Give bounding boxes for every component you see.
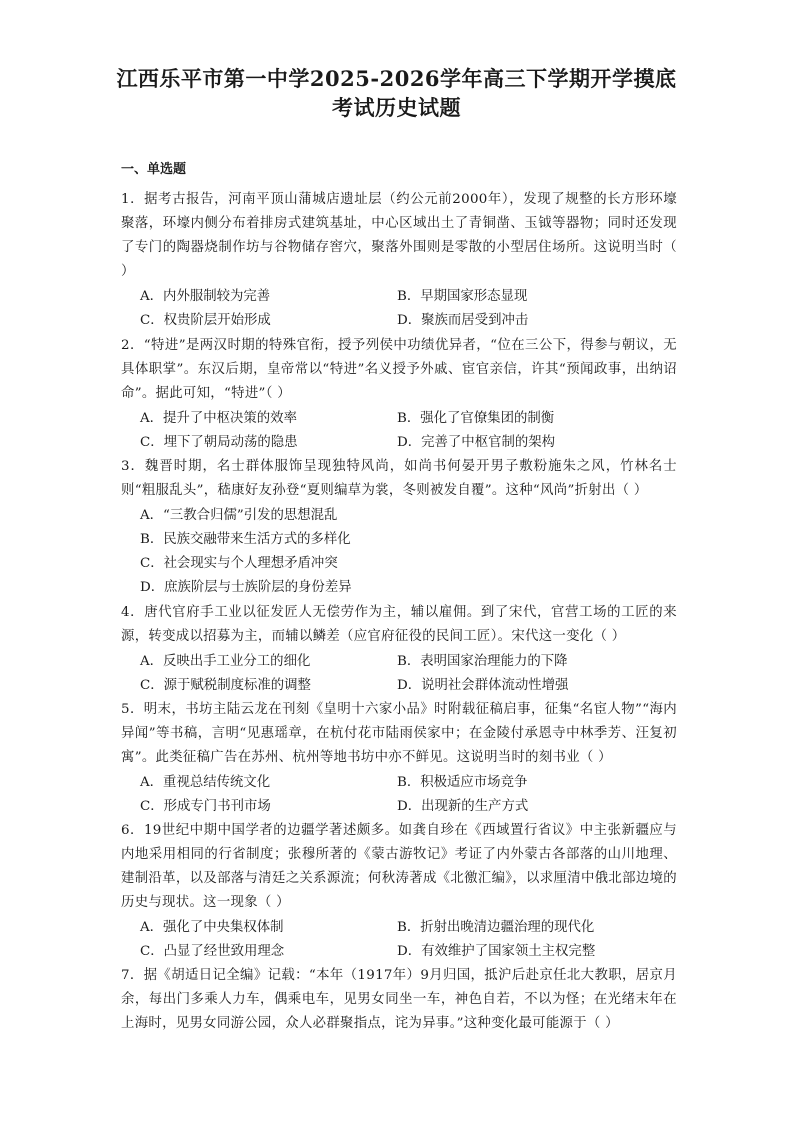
option-a: A．反映出手工业分工的细化 xyxy=(140,654,311,669)
option-c: C．源于赋税制度标准的调整 xyxy=(140,678,311,693)
section-heading: 一、单选题 xyxy=(121,162,187,177)
question-4-stem: 4．唐代官府手工业以征发匠人无偿劳作为主，辅以雇佣。到了宋代，官营工场的工匠的来源，转变成以招募为主，而辅以鳞差（应官府征役的民间工匠）。宋代这一变化（ ） xyxy=(121,605,677,644)
title-line-1: 江西乐平市第一中学2025-2026学年高三下学期开学摸底 xyxy=(116,66,677,91)
title-line-2: 考试历史试题 xyxy=(332,95,461,120)
option-b: B．折射出晚清边疆治理的现代化 xyxy=(397,920,595,935)
option-b: B．表明国家治理能力的下降 xyxy=(397,654,568,669)
page-title xyxy=(60,64,733,122)
question-4-options xyxy=(140,650,660,698)
question-3-stem: 3．魏晋时期，名士群体服饰呈现独特风尚，如尚书何晏开男子敷粉施朱之风，竹林名士则“粗服乱头”，嵇康好友孙登“夏则编草为裳，冬则被发自覆”。这种“风尚”折射出（ ） xyxy=(121,459,677,498)
question-6-stem: 6．19世纪中期中国学者的边疆学著述颇多。如龚自珍在《西域置行省议》中主张新疆应与内地采用相同的行省制度；张穆所著的《蒙古游牧记》考证了内外蒙古各部落的山川地理、建制沿革，以及部落与清廷之关系源流；何秋涛著成《北徼汇编》，以求厘清中俄北部边境的历史与现状。这一现象（ ） xyxy=(121,823,677,910)
option-d: D．庶族阶层与士族阶层的身份差异 xyxy=(140,580,352,595)
option-b: B．民族交融带来生活方式的多样化 xyxy=(140,532,351,547)
option-c: C．权贵阶层开始形成 xyxy=(140,313,271,328)
option-d: D．聚族而居受到冲击 xyxy=(397,313,529,328)
option-a: A．重视总结传统文化 xyxy=(140,775,271,790)
question-2-options xyxy=(140,407,660,455)
question-1-stem: 1．据考古报告，河南平顶山蒲城店遗址层（约公元前2000年），发现了规整的长方形环壕聚落，环壕内侧分布着排房式建筑基址，中心区域出土了青铜凿、玉钺等器物；同时还发现了专门的陶器烧制作坊与谷物储存窖穴，聚落外围则是零散的小型居住场所。这说明当时（ ） xyxy=(121,192,677,279)
option-c: C．形成专门书刊市场 xyxy=(140,799,271,814)
question-5-options xyxy=(140,771,660,819)
option-d: D．说明社会群体流动性增强 xyxy=(397,678,569,693)
option-a: A．内外服制较为完善 xyxy=(140,289,271,304)
option-d: D．有效维护了国家领土主权完整 xyxy=(397,944,596,959)
question-6-options xyxy=(140,916,660,964)
option-c: C．凸显了经世致用理念 xyxy=(140,944,285,959)
question-7-stem: 7．据《胡适日记全编》记载：“本年（1917年）9月归国，抵沪后赴京任北大教职，居京月余，每出门多乘人力车，偶乘电车，见男女同坐一车，神色自若，不以为怪；在光绪末年在上海时，见男女同游公园，众人必群聚指点，诧为异事。”这种变化最可能源于（ ） xyxy=(121,968,677,1031)
option-a: A．提升了中枢决策的效率 xyxy=(140,411,297,426)
question-1-options xyxy=(140,285,660,333)
option-b: B．积极适应市场竞争 xyxy=(397,775,528,790)
question-2-stem: 2．“特进”是两汉时期的特殊官衔，授予列侯中功绩优异者，“位在三公下，得参与朝议，无具体职掌”。东汉后期，皇帝常以“特进”名义授予外戚、宦官亲信，许其“预闻政事，出纳诏命”。据此可知，“特进”（ ） xyxy=(121,338,677,401)
option-c: C．社会现实与个人理想矛盾冲突 xyxy=(140,556,338,571)
option-c: C．埋下了朝局动荡的隐患 xyxy=(140,435,298,450)
option-b: B．强化了官僚集团的制衡 xyxy=(397,411,555,426)
option-a: A．强化了中央集权体制 xyxy=(140,920,284,935)
question-5-stem: 5．明末，书坊主陆云龙在刊刻《皇明十六家小品》时附载征稿启事，征集“名宦人物”“海内异闻”等书稿，言明“见惠瑶章，在杭付花市陆雨侯家中；在金陵付承恩寺中林季芳、汪复初寓”。此类征稿广告在苏州、杭州等地书坊中亦不鲜见。这说明当时的刻书业（ ） xyxy=(121,702,677,765)
option-a: A．“三教合归儒”引发的思想混乱 xyxy=(140,508,338,523)
option-d: D．完善了中枢官制的架构 xyxy=(397,435,556,450)
option-d: D．出现新的生产方式 xyxy=(397,799,529,814)
option-b: B．早期国家形态显现 xyxy=(397,289,528,304)
question-3-options xyxy=(140,504,660,600)
